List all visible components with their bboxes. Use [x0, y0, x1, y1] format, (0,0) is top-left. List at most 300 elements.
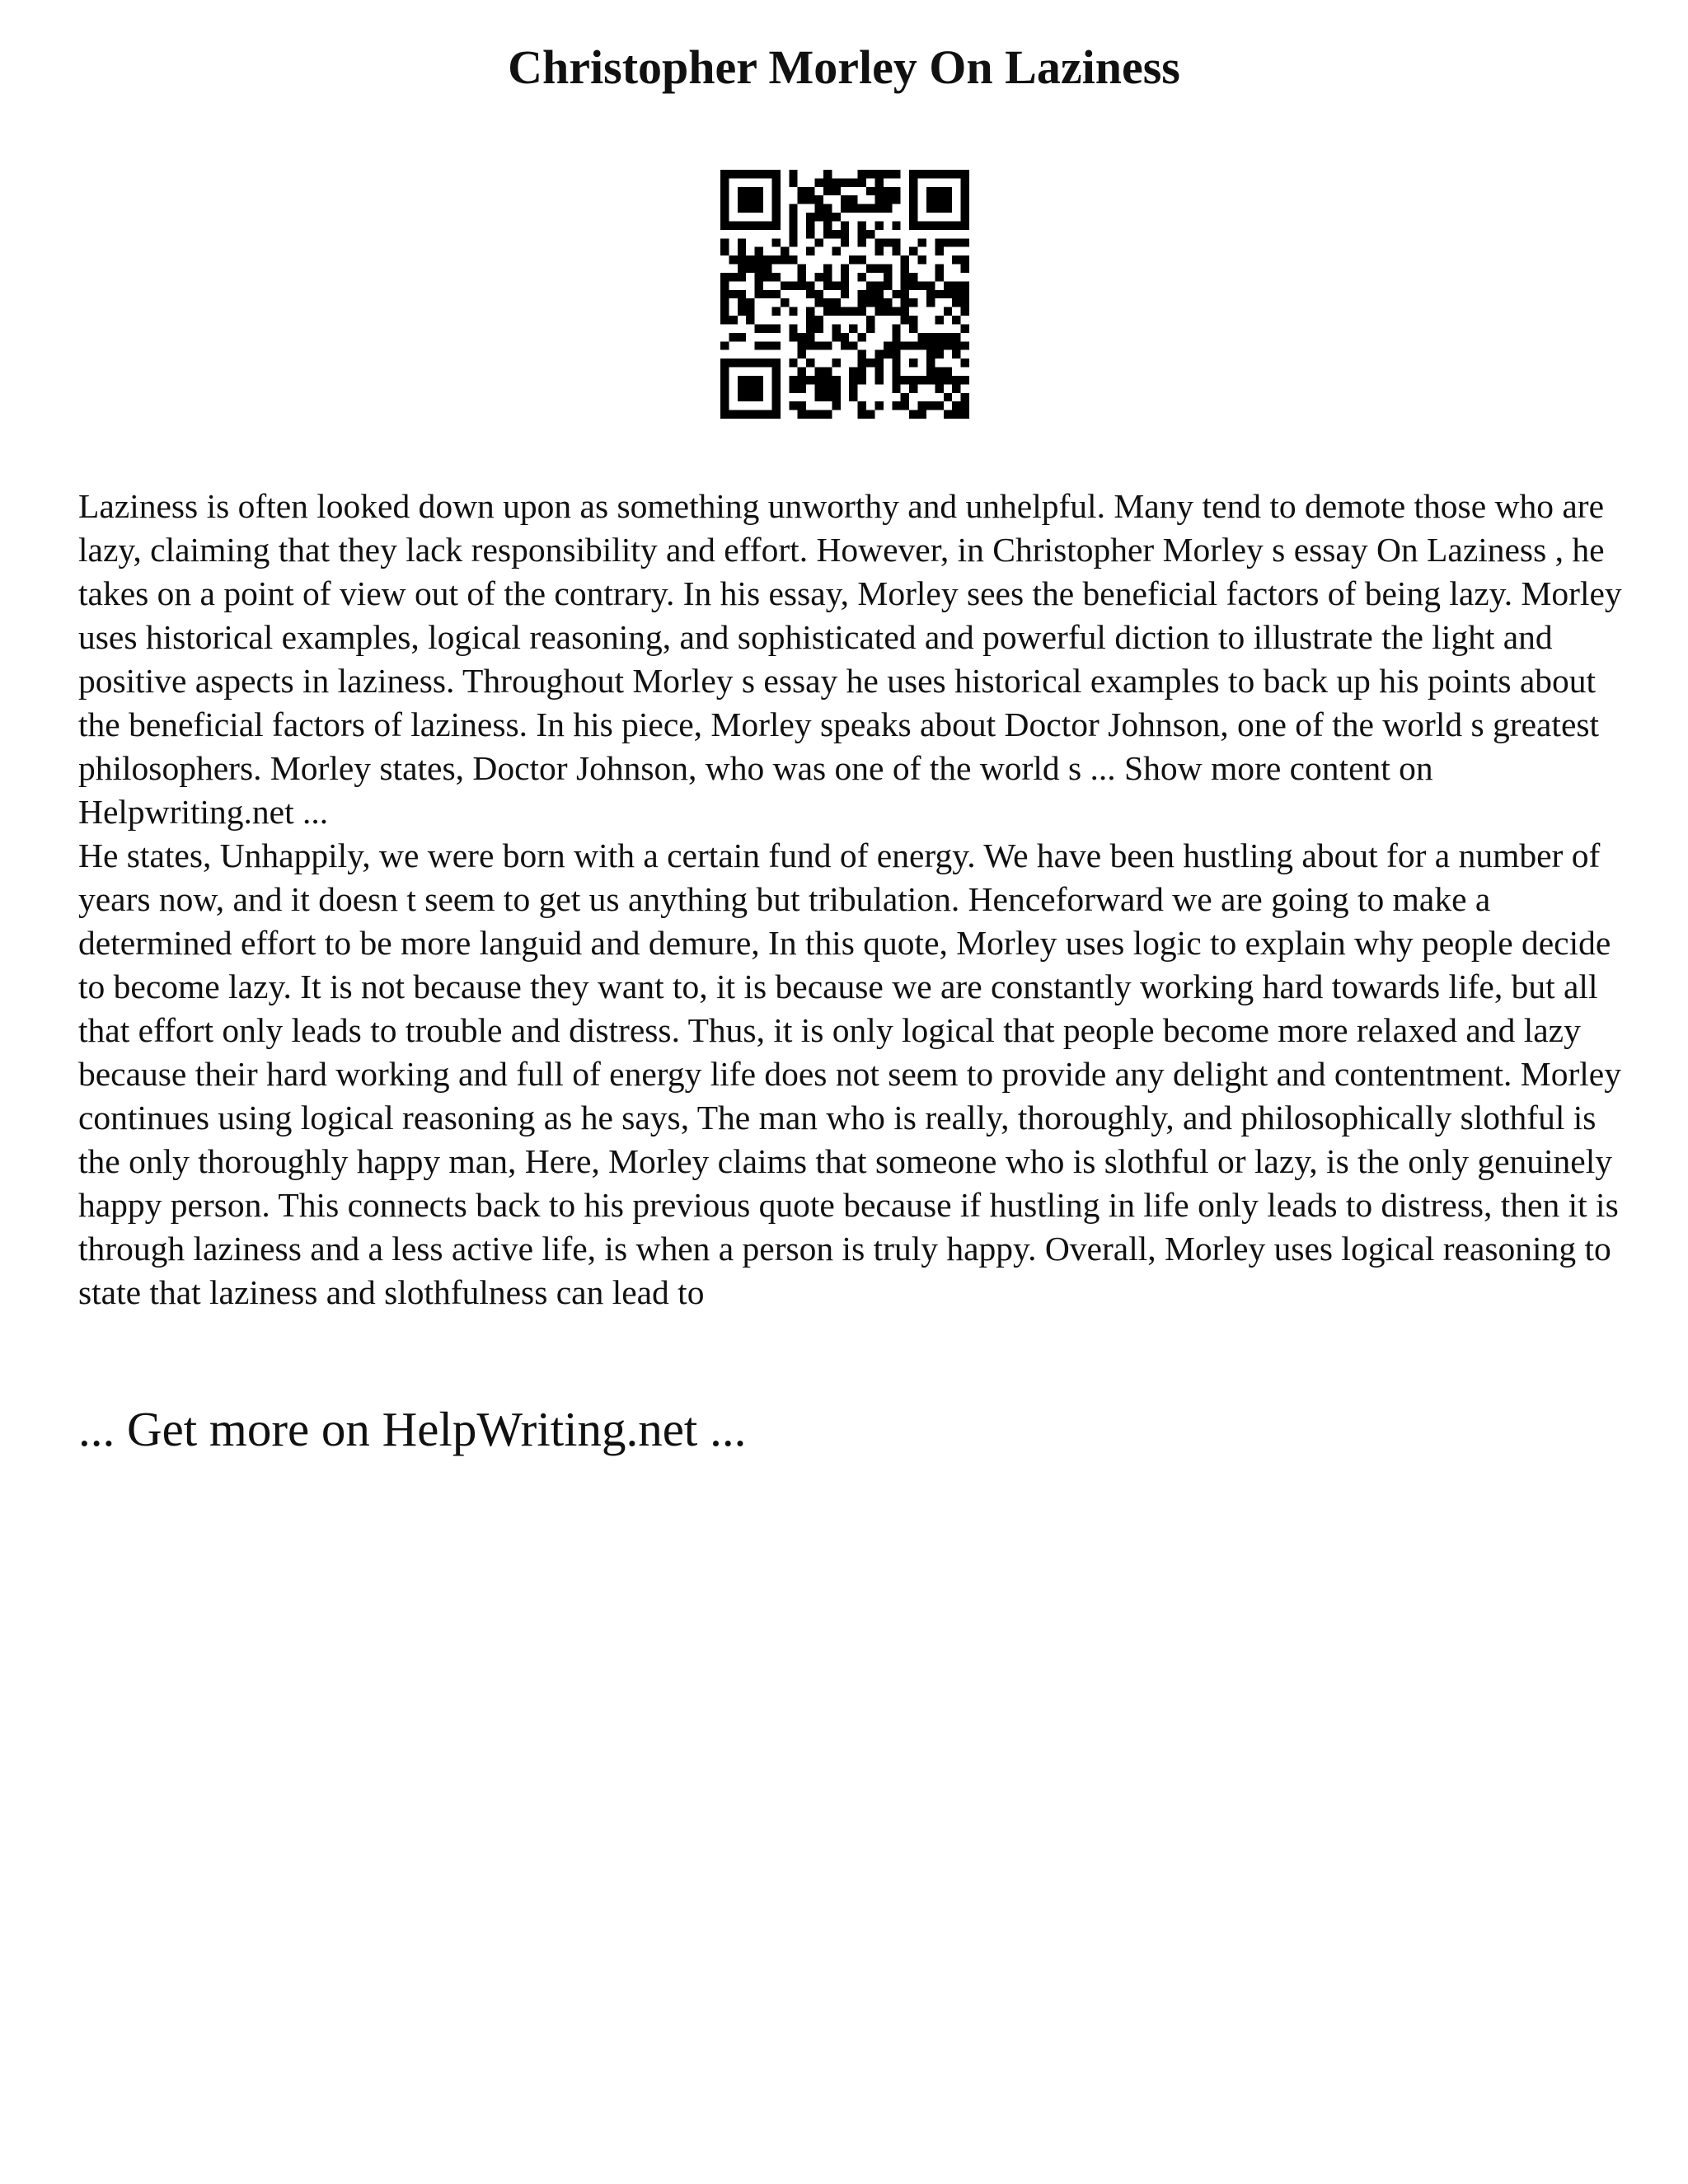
- qr-module: [729, 290, 737, 298]
- qr-module: [823, 230, 832, 238]
- qr-module: [892, 341, 900, 349]
- qr-module: [789, 238, 797, 246]
- qr-module: [935, 238, 943, 246]
- qr-module: [832, 298, 840, 307]
- qr-module: [952, 290, 960, 298]
- qr-module: [849, 376, 857, 384]
- qr-module: [738, 170, 746, 178]
- qr-module: [815, 384, 823, 392]
- qr-module: [746, 384, 754, 392]
- qr-module: [952, 376, 960, 384]
- qr-module: [832, 384, 840, 392]
- qr-module: [720, 401, 729, 410]
- qr-module: [763, 341, 771, 349]
- qr-module: [874, 298, 883, 307]
- qr-module: [738, 333, 746, 341]
- qr-module: [892, 333, 900, 341]
- qr-module: [798, 368, 806, 376]
- qr-module: [884, 204, 892, 213]
- qr-module: [738, 204, 746, 213]
- qr-module: [798, 273, 806, 281]
- qr-module: [823, 298, 832, 307]
- qr-module: [866, 316, 874, 324]
- qr-module: [771, 368, 780, 376]
- qr-module: [738, 221, 746, 229]
- qr-module: [729, 273, 737, 281]
- qr-module: [806, 307, 814, 316]
- qr-module: [720, 410, 729, 419]
- qr-module: [763, 324, 771, 332]
- qr-module: [720, 213, 729, 221]
- qr-module: [961, 307, 969, 316]
- qr-module: [815, 238, 823, 246]
- qr-module: [849, 178, 857, 186]
- qr-module: [961, 255, 969, 264]
- qr-module: [909, 359, 917, 367]
- qr-module: [874, 247, 883, 255]
- qr-module: [798, 384, 806, 392]
- qr-module: [841, 204, 849, 213]
- qr-module: [952, 384, 960, 392]
- qr-module: [720, 247, 729, 255]
- qr-module: [909, 187, 917, 195]
- qr-module: [926, 350, 935, 359]
- qr-module: [926, 359, 935, 367]
- qr-module: [729, 316, 737, 324]
- qr-module: [926, 376, 935, 384]
- qr-module: [901, 290, 909, 298]
- qr-module: [961, 213, 969, 221]
- qr-module: [789, 230, 797, 238]
- qr-module: [823, 368, 832, 376]
- qr-module: [832, 187, 840, 195]
- qr-module: [798, 350, 806, 359]
- qr-module: [874, 307, 883, 316]
- qr-module: [763, 273, 771, 281]
- qr-module: [771, 170, 780, 178]
- qr-module: [771, 393, 780, 401]
- qr-module: [755, 393, 763, 401]
- qr-module: [961, 341, 969, 349]
- qr-module: [806, 341, 814, 349]
- qr-module: [789, 307, 797, 316]
- qr-module: [746, 376, 754, 384]
- qr-module: [789, 376, 797, 384]
- qr-module: [944, 290, 952, 298]
- qr-module: [901, 376, 909, 384]
- qr-module: [755, 384, 763, 392]
- qr-module: [746, 170, 754, 178]
- qr-module: [798, 187, 806, 195]
- qr-module: [806, 195, 814, 204]
- qr-module: [806, 230, 814, 238]
- qr-module: [798, 376, 806, 384]
- qr-module: [738, 238, 746, 246]
- qr-module: [892, 324, 900, 332]
- qr-module: [909, 281, 917, 289]
- qr-module: [858, 298, 866, 307]
- qr-module: [944, 307, 952, 316]
- qr-module: [771, 324, 780, 332]
- qr-module: [944, 221, 952, 229]
- qr-module: [720, 376, 729, 384]
- qr-module: [858, 221, 866, 229]
- qr-module: [815, 410, 823, 419]
- qr-module: [738, 290, 746, 298]
- qr-module: [858, 376, 866, 384]
- qr-module: [892, 368, 900, 376]
- qr-module: [909, 376, 917, 384]
- qr-module: [832, 281, 840, 289]
- qr-module: [789, 359, 797, 367]
- qr-module: [738, 247, 746, 255]
- qr-module: [874, 281, 883, 289]
- qr-module: [789, 178, 797, 186]
- qr-module: [738, 410, 746, 419]
- qr-module: [806, 213, 814, 221]
- qr-module: [755, 359, 763, 367]
- qr-module: [944, 187, 952, 195]
- qr-module: [755, 376, 763, 384]
- qr-module: [738, 265, 746, 273]
- qr-module: [815, 298, 823, 307]
- qr-module: [874, 195, 883, 204]
- qr-module: [961, 376, 969, 384]
- qr-module: [909, 273, 917, 281]
- qr-module: [961, 359, 969, 367]
- qr-module: [874, 187, 883, 195]
- qr-module: [806, 410, 814, 419]
- qr-module: [771, 238, 780, 246]
- qr-module: [858, 410, 866, 419]
- qr-module: [961, 178, 969, 186]
- qr-module: [798, 265, 806, 273]
- qr-module: [952, 238, 960, 246]
- qr-module: [771, 204, 780, 213]
- qr-module: [901, 307, 909, 316]
- qr-module: [926, 341, 935, 349]
- qr-module: [789, 384, 797, 392]
- qr-module: [892, 359, 900, 367]
- qr-module: [729, 359, 737, 367]
- qr-module: [901, 273, 909, 281]
- qr-module: [952, 410, 960, 419]
- qr-module: [841, 341, 849, 349]
- qr-module: [720, 281, 729, 289]
- qr-module: [789, 213, 797, 221]
- qr-module: [738, 384, 746, 392]
- qr-module: [961, 195, 969, 204]
- qr-module: [789, 324, 797, 332]
- qr-module: [918, 410, 926, 419]
- qr-module: [832, 333, 840, 341]
- qr-module: [952, 255, 960, 264]
- qr-module: [720, 170, 729, 178]
- qr-module: [746, 307, 754, 316]
- qr-module: [720, 341, 729, 349]
- qr-module: [944, 368, 952, 376]
- qr-module: [858, 368, 866, 376]
- qr-module: [806, 290, 814, 298]
- qr-module: [832, 213, 840, 221]
- qr-module: [944, 393, 952, 401]
- qr-module: [935, 265, 943, 273]
- qr-module: [935, 290, 943, 298]
- qr-module: [738, 359, 746, 367]
- qr-module: [789, 221, 797, 229]
- qr-module: [866, 359, 874, 367]
- qr-module: [806, 281, 814, 289]
- qr-module: [892, 376, 900, 384]
- qr-module: [909, 298, 917, 307]
- qr-module: [944, 281, 952, 289]
- qr-module: [832, 393, 840, 401]
- qr-module: [789, 170, 797, 178]
- qr-module: [961, 290, 969, 298]
- qr-module: [926, 333, 935, 341]
- qr-module: [918, 170, 926, 178]
- qr-module: [720, 316, 729, 324]
- qr-module: [720, 187, 729, 195]
- qr-module: [866, 281, 874, 289]
- qr-module: [918, 341, 926, 349]
- essay-body: [78, 485, 1628, 1315]
- qr-module: [806, 221, 814, 229]
- qr-module: [961, 298, 969, 307]
- qr-module: [806, 187, 814, 195]
- qr-module: [935, 384, 943, 392]
- qr-module: [849, 307, 857, 316]
- qr-module: [858, 273, 866, 281]
- qr-module: [884, 195, 892, 204]
- qr-module: [720, 204, 729, 213]
- qr-module: [806, 324, 814, 332]
- qr-module: [798, 333, 806, 341]
- qr-module: [858, 238, 866, 246]
- qr-module: [944, 333, 952, 341]
- qr-module: [720, 290, 729, 298]
- qr-module: [823, 170, 832, 178]
- qr-module: [926, 298, 935, 307]
- qr-module: [771, 213, 780, 221]
- qr-module: [823, 187, 832, 195]
- qr-module: [806, 376, 814, 384]
- qr-module: [746, 195, 754, 204]
- qr-module: [858, 290, 866, 298]
- qr-module: [909, 324, 917, 332]
- qr-module: [832, 359, 840, 367]
- qr-module: [755, 290, 763, 298]
- qr-module: [935, 187, 943, 195]
- qr-module: [738, 255, 746, 264]
- qr-module: [909, 341, 917, 349]
- qr-module: [738, 195, 746, 204]
- qr-module: [952, 316, 960, 324]
- qr-module: [884, 238, 892, 246]
- qr-module: [944, 170, 952, 178]
- qr-module: [874, 178, 883, 186]
- qr-module: [892, 290, 900, 298]
- qr-module: [789, 204, 797, 213]
- qr-module: [832, 247, 840, 255]
- qr-module: [926, 187, 935, 195]
- qr-code-icon: [720, 170, 969, 419]
- qr-module: [738, 187, 746, 195]
- qr-module: [781, 247, 789, 255]
- qr-module: [961, 401, 969, 410]
- qr-module: [952, 341, 960, 349]
- qr-module: [755, 410, 763, 419]
- qr-module: [866, 170, 874, 178]
- qr-module: [935, 350, 943, 359]
- qr-module: [738, 273, 746, 281]
- qr-module: [781, 255, 789, 264]
- qr-module: [935, 368, 943, 376]
- qr-module: [884, 341, 892, 349]
- qr-module: [874, 221, 883, 229]
- qr-module: [874, 376, 883, 384]
- qr-module: [771, 178, 780, 186]
- qr-module: [909, 178, 917, 186]
- qr-module: [866, 410, 874, 419]
- qr-module: [746, 359, 754, 367]
- qr-module: [771, 273, 780, 281]
- qr-module: [823, 204, 832, 213]
- qr-module: [901, 341, 909, 349]
- qr-module: [952, 170, 960, 178]
- qr-module: [849, 195, 857, 204]
- qr-module: [815, 341, 823, 349]
- qr-module: [909, 410, 917, 419]
- qr-module: [874, 265, 883, 273]
- qr-module: [918, 333, 926, 341]
- qr-module: [858, 178, 866, 186]
- qr-module: [823, 376, 832, 384]
- qr-module: [771, 221, 780, 229]
- qr-module: [763, 410, 771, 419]
- qr-module: [866, 265, 874, 273]
- qr-module: [849, 393, 857, 401]
- qr-module: [746, 221, 754, 229]
- qr-module: [771, 410, 780, 419]
- qr-module: [935, 401, 943, 410]
- qr-module: [952, 350, 960, 359]
- qr-module: [935, 247, 943, 255]
- qr-module: [798, 281, 806, 289]
- qr-module: [738, 298, 746, 307]
- qr-module: [909, 170, 917, 178]
- qr-module: [823, 384, 832, 392]
- qr-module: [771, 255, 780, 264]
- qr-module: [866, 290, 874, 298]
- qr-module: [935, 376, 943, 384]
- qr-module: [866, 204, 874, 213]
- qr-module: [798, 341, 806, 349]
- qr-module: [841, 290, 849, 298]
- qr-module: [841, 195, 849, 204]
- qr-module: [935, 273, 943, 281]
- qr-module: [884, 273, 892, 281]
- qr-module: [755, 324, 763, 332]
- qr-module: [918, 221, 926, 229]
- qr-module: [729, 410, 737, 419]
- qr-module: [849, 255, 857, 264]
- qr-module: [901, 281, 909, 289]
- qr-module: [771, 341, 780, 349]
- qr-module: [926, 281, 935, 289]
- qr-module: [892, 170, 900, 178]
- qr-module: [806, 247, 814, 255]
- qr-module: [771, 290, 780, 298]
- qr-module: [746, 255, 754, 264]
- qr-module: [858, 170, 866, 178]
- get-more-link[interactable]: ... Get more on HelpWriting.net ...: [78, 1402, 747, 1456]
- qr-module: [729, 221, 737, 229]
- qr-module: [884, 307, 892, 316]
- qr-module: [858, 230, 866, 238]
- qr-module: [763, 265, 771, 273]
- qr-module: [746, 187, 754, 195]
- qr-module: [841, 178, 849, 186]
- qr-module: [866, 324, 874, 332]
- qr-module: [823, 265, 832, 273]
- page-title: Christopher Morley On Laziness: [508, 40, 1180, 94]
- qr-module: [841, 230, 849, 238]
- qr-module: [935, 341, 943, 349]
- qr-module: [815, 195, 823, 204]
- qr-module: [746, 204, 754, 213]
- qr-module: [781, 298, 789, 307]
- qr-module: [823, 213, 832, 221]
- qr-module: [832, 401, 840, 410]
- qr-module: [892, 247, 900, 255]
- qr-module: [874, 368, 883, 376]
- qr-module: [858, 307, 866, 316]
- qr-module: [823, 281, 832, 289]
- qr-module: [858, 204, 866, 213]
- qr-module: [815, 368, 823, 376]
- qr-module: [720, 393, 729, 401]
- qr-module: [901, 401, 909, 410]
- qr-module: [823, 178, 832, 186]
- qr-module: [849, 368, 857, 376]
- qr-module: [832, 178, 840, 186]
- qr-module: [841, 273, 849, 281]
- qr-module: [909, 316, 917, 324]
- qr-module: [918, 238, 926, 246]
- qr-module: [746, 393, 754, 401]
- qr-module: [841, 333, 849, 341]
- qr-module: [858, 401, 866, 410]
- qr-module: [892, 401, 900, 410]
- qr-module: [841, 221, 849, 229]
- qr-module: [944, 410, 952, 419]
- qr-module: [755, 273, 763, 281]
- qr-module: [961, 221, 969, 229]
- qr-module: [909, 221, 917, 229]
- qr-module: [961, 281, 969, 289]
- qr-module: [926, 204, 935, 213]
- qr-module: [961, 265, 969, 273]
- qr-module: [858, 359, 866, 367]
- qr-module: [823, 221, 832, 229]
- qr-module: [746, 298, 754, 307]
- qr-module: [815, 204, 823, 213]
- qr-module: [866, 187, 874, 195]
- qr-module: [884, 350, 892, 359]
- qr-module: [746, 410, 754, 419]
- qr-module: [755, 255, 763, 264]
